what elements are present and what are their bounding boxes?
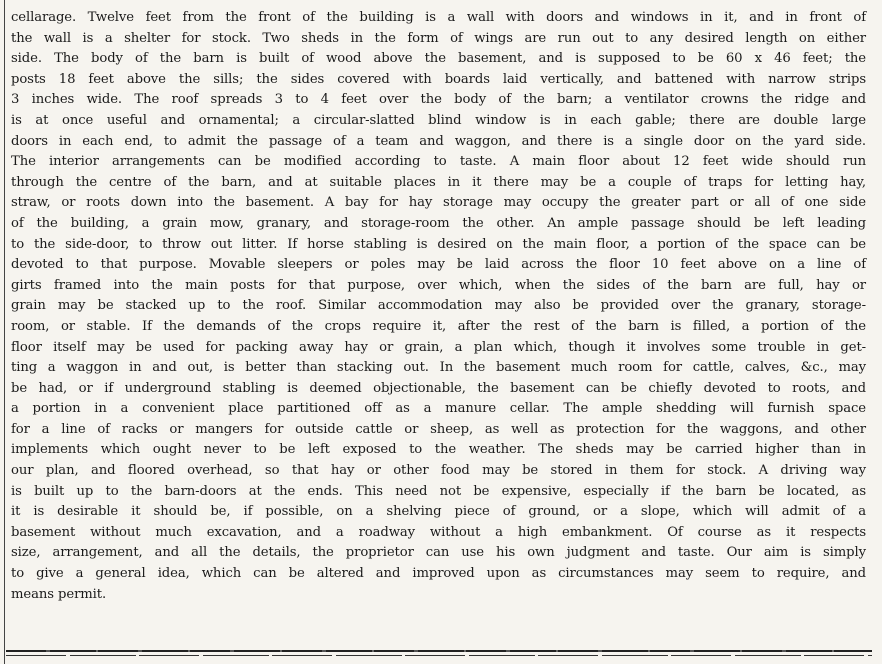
- text-line: doors in each end, to admit the passage of a team and waggon, and there is a single door on the yard side.: [11, 133, 866, 149]
- text-line: room, or stable. If the demands of the crops require it, after the rest of the barn is filled, a portion of the: [11, 318, 866, 334]
- text-line: of the building, a grain mow, granary, and storage-room the other. An ample passage should be left leading: [11, 215, 866, 231]
- text-line: implements which ought never to be left exposed to the weather. The sheds may be carried higher than in: [11, 442, 866, 458]
- text-line: The interior arrangements can be modified according to taste. A main floor about 12 feet wide should run: [11, 154, 866, 170]
- text-line: is built up to the barn-doors at the ends. This need not be expensive, especially if the barn be located, as: [11, 483, 866, 499]
- column-left-rule: [4, 0, 5, 664]
- text-line: is at once useful and ornamental; a circular-slatted blind window is in each gable; there are double large: [11, 112, 866, 128]
- article-end-rule: [6, 650, 872, 660]
- text-line: ting a waggon in and out, is better than stacking out. In the basement much room for cattle, calves, &c., may: [11, 360, 866, 376]
- text-line-last: means permit.: [11, 586, 107, 602]
- text-line: size, arrangement, and all the details, the proprietor can use his own judgment and taste. Our aim is simply: [11, 545, 866, 561]
- divider-thick: [6, 650, 872, 652]
- text-line: through the centre of the barn, and at suitable places in it there may be a couple of traps for letting hay,: [11, 174, 866, 190]
- text-line: devoted to that purpose. Movable sleepers or poles may be laid across the floor 10 feet above on a line of: [11, 257, 866, 273]
- text-line: it is desirable it should be, if possible, on a shelving piece of ground, or a slope, which will admit of a: [11, 504, 866, 520]
- text-line: be had, or if underground stabling is deemed objectionable, the basement can be chiefly devoted to roots, and: [11, 380, 866, 396]
- divider-thin: [6, 655, 872, 656]
- text-line: the wall is a shelter for stock. Two sheds in the form of wings are run out to any desired length on either: [11, 30, 866, 46]
- text-line: our plan, and floored overhead, so that hay or other food may be stored in them for stock. A driving way: [11, 463, 866, 479]
- article-column: [11, 8, 866, 605]
- text-line: a portion in a convenient place partitioned off as a manure cellar. The ample shedding will furnish space: [11, 401, 866, 417]
- text-line: for a line of racks or mangers for outside cattle or sheep, as well as protection for the waggons, and other: [11, 421, 866, 437]
- text-line: cellarage. Twelve feet from the front of the building is a wall with doors and windows in it, and in front of: [11, 10, 866, 25]
- text-line: 3 inches wide. The roof spreads 3 to 4 feet over the body of the barn; a ventilator crowns the ridge and: [11, 92, 866, 108]
- text-line: posts 18 feet above the sills; the sides covered with boards laid vertically, and battened with narrow strips: [11, 71, 866, 87]
- text-line: basement without much excavation, and a roadway without a high embankment. Of course as it respects: [11, 524, 866, 540]
- text-line: grain may be stacked up to the roof. Similar accommodation may also be provided over the granary, storage-: [11, 298, 866, 314]
- text-line: floor itself may be used for packing away hay or grain, a plan which, though it involves some trouble in get-: [11, 339, 866, 355]
- text-line: to give a general idea, which can be altered and improved upon as circumstances may seem to require, and: [11, 566, 866, 582]
- text-line: to the side-door, to throw out litter. If horse stabling is desired on the main floor, a portion of the space can be: [11, 236, 866, 252]
- text-line: straw, or roots down into the basement. A bay for hay storage may occupy the greater part or all of one side: [11, 195, 866, 211]
- text-line: girts framed into the main posts for that purpose, over which, when the sides of the barn are full, hay or: [11, 277, 866, 293]
- text-line: side. The body of the barn is built of wood above the basement, and is supposed to be 60 x 46 feet; the: [11, 51, 866, 67]
